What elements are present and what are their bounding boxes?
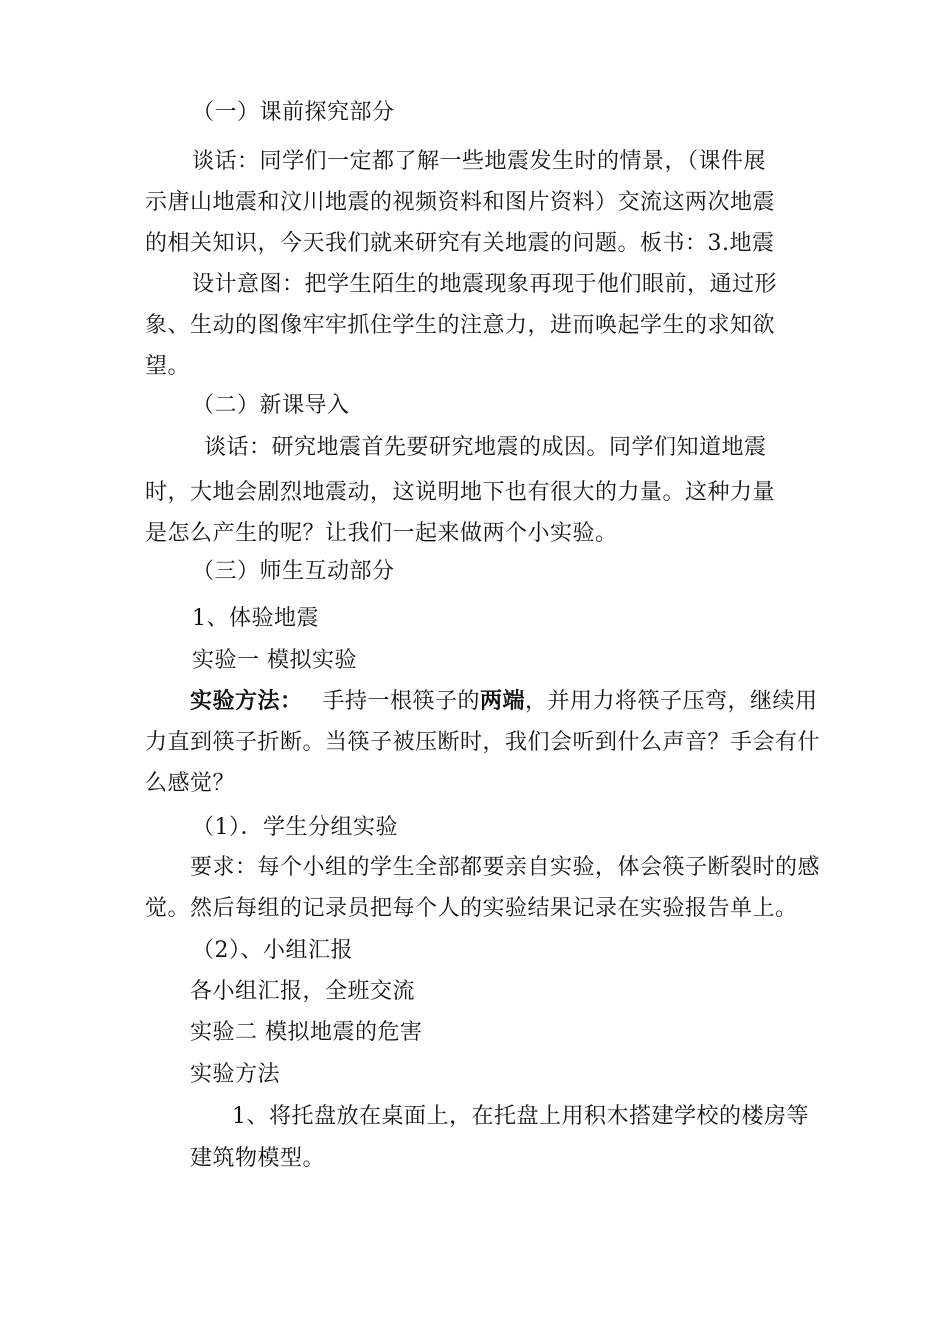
experiment2-step1-line1: 1、将托盘放在桌面上，在托盘上用积木搭建学校的楼房等 bbox=[232, 1104, 809, 1129]
method-line3: 么感觉？ bbox=[145, 771, 236, 796]
section1-heading: （一）课前探究部分 bbox=[192, 100, 395, 125]
requirement-line1: 要求：每个小组的学生全部都要亲自实验，体会筷子断裂时的感 bbox=[190, 855, 821, 880]
section2-p1-line2: 时，大地会剧烈地震动，这说明地下也有很大的力量。这种力量 bbox=[145, 480, 776, 505]
section1-p1-line2: 示唐山地震和汶川地震的视频资料和图片资料）交流这两次地震 bbox=[145, 190, 776, 215]
section3-heading: （三）师生互动部分 bbox=[192, 559, 395, 584]
method-label: 实验方法： bbox=[190, 689, 303, 714]
step-1: （1）．学生分组实验 bbox=[192, 815, 398, 840]
report-line: 各小组汇报，全班交流 bbox=[190, 979, 416, 1004]
method-text-a: 手持一根筷子的 bbox=[322, 689, 481, 714]
experiment1-title: 实验一 模拟实验 bbox=[192, 648, 357, 673]
method-bold-word: 两端 bbox=[480, 689, 526, 714]
section2-p1-line3: 是怎么产生的呢？让我们一起来做两个小实验。 bbox=[145, 521, 618, 546]
section1-p2-line1: 设计意图：把学生陌生的地震现象再现于他们眼前，通过形 bbox=[192, 272, 778, 297]
section1-p2-line2: 象、生动的图像牢牢抓住学生的注意力，进而唤起学生的求知欲 bbox=[145, 313, 776, 338]
section1-p1-line1: 谈话：同学们一定都了解一些地震发生时的情景，（课件展 bbox=[192, 149, 767, 174]
section1-p2-line3: 望。 bbox=[145, 354, 191, 379]
experiment2-method: 实验方法 bbox=[190, 1062, 281, 1087]
section2-heading: （二）新课导入 bbox=[192, 393, 350, 418]
method-line1 bbox=[190, 687, 818, 717]
item-1: 1、体验地震 bbox=[192, 606, 319, 631]
section1-p1-line3: 的相关知识，今天我们就来研究有关地震的问题。板书：3.地震 bbox=[145, 231, 775, 256]
experiment2-title: 实验二 模拟地震的危害 bbox=[190, 1020, 423, 1045]
step-2: （2）、小组汇报 bbox=[192, 938, 353, 963]
requirement-line2: 觉。然后每组的记录员把每个人的实验结果记录在实验报告单上。 bbox=[145, 896, 798, 921]
section2-p1-line1: 谈话：研究地震首先要研究地震的成因。同学们知道地震 bbox=[204, 435, 767, 460]
experiment2-step1-line2: 建筑物模型。 bbox=[190, 1146, 326, 1171]
method-text-b: ，并用力将筷子压弯，继续用 bbox=[525, 689, 818, 714]
method-line2: 力直到筷子折断。当筷子被压断时，我们会听到什么声音？手会有什 bbox=[145, 730, 821, 755]
